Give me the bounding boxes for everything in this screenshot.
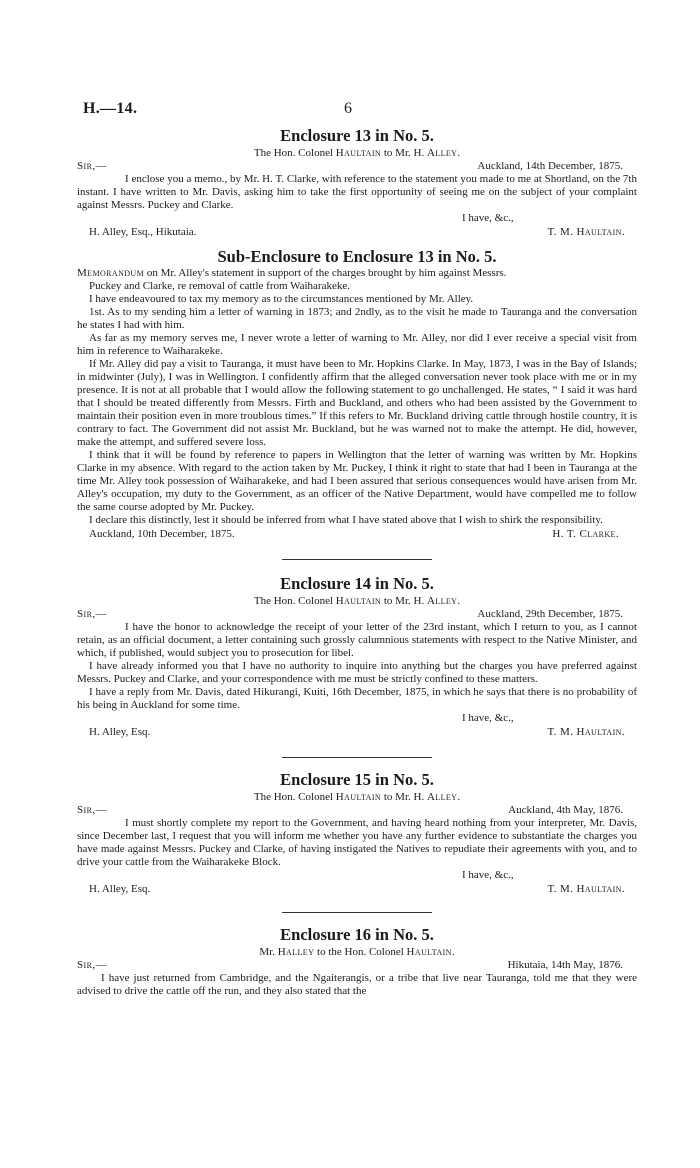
letter-body: I must shortly complete my report to the Government, and having heard nothing from your interpreter, Mr. Davis, since December last, I request that you will inform me whether you have any further evidence to substantiate the charges you have made against Messrs. Puckey and Clarke, of having instigated the Natives to repudiate their agreements with you, and to drive your cattle from the Waiharakeke Block. (77, 817, 637, 868)
salutation-row (77, 160, 637, 173)
page-number: 6 (344, 100, 352, 117)
sender-name: Halley (277, 946, 315, 958)
salutation: Sir,— (77, 959, 107, 971)
dateline: Auckland, 29th December, 1875. (477, 608, 623, 620)
sender-name: Haultain (335, 595, 382, 607)
running-head (77, 100, 637, 126)
closing-row (77, 212, 637, 225)
subhead-prefix: The Hon. Colonel (253, 791, 336, 803)
addressee: H. Alley, Esq. (89, 883, 151, 895)
salutation-row (77, 608, 637, 621)
dateline: Hikutaia, 14th May, 1876. (507, 959, 623, 971)
sender-name: Haultain (335, 791, 382, 803)
subhead-end: . (451, 946, 455, 958)
enclosure-15-subhead (77, 790, 637, 804)
memo-paragraph-1: I have endeavoured to tax my memory as to the circumstances mentioned by Mr. Alley. (89, 293, 474, 305)
letter-body: I have just returned from Cambridge, and the Ngaiterangis, or a tribe that live near Tauranga, told me that they were advised to drive the cattle off the run, and they also stated that the (77, 972, 637, 997)
memo-paragraph-6: I declare this distinctly, lest it should be inferred from what I have stated above that I wish to shirk the responsibility. (89, 514, 603, 526)
recipient-name: Alley (426, 791, 458, 803)
subhead-middle: to Mr. H. (381, 595, 427, 607)
salutation-row (77, 959, 637, 972)
sub-enclosure-13 (77, 247, 637, 541)
closing: I have, &c., (462, 869, 514, 881)
report-reference: H.—14. (83, 100, 138, 117)
salutation: Sir,— (77, 608, 107, 620)
closing-row (77, 869, 637, 882)
closing-row (77, 712, 637, 725)
enclosure-14 (77, 574, 637, 739)
document-page (77, 100, 637, 998)
memo-paragraph-3: As far as my memory serves me, I never wrote a letter of warning to Mr. Alley, nor did I ever receive a special visit from him in reference to Waiharakeke. (77, 332, 637, 357)
enclosure-13 (77, 126, 637, 239)
enclosure-16-title: Enclosure 16 in No. 5. (280, 925, 434, 944)
recipient-name: Haultain (406, 946, 452, 958)
place-date: Auckland, 10th December, 1875. (89, 528, 235, 540)
closing: I have, &c., (462, 212, 514, 224)
enclosure-15-title: Enclosure 15 in No. 5. (280, 770, 434, 789)
subhead-middle: to Mr. H. (381, 791, 427, 803)
subhead-prefix: Mr. (259, 946, 278, 958)
addressee: H. Alley, Esq., Hikutaia. (89, 226, 197, 238)
addressee: H. Alley, Esq. (89, 726, 151, 738)
memorandum-rest: on Mr. Alley's statement in support of the charges brought by him against Messrs. (144, 267, 507, 279)
subhead-end: . (457, 595, 461, 607)
memo-paragraph-2: 1st. As to my sending him a letter of warning in 1873; and 2ndly, as to the visit he made to Tauranga and the conversation he states I had with him. (77, 306, 637, 331)
letter-paragraph-1: I have the honor to acknowledge the receipt of your letter of the 23rd instant, which I return to you, as I cannot retain, as an official document, a letter containing such grossly calumnious statements with respect to the Native Minister, and which, if published, would subject you to prosecution for libel. (77, 621, 637, 659)
section-divider (282, 757, 432, 758)
signature-row (77, 882, 637, 896)
memorandum-line2: Puckey and Clarke, re removal of cattle from Waiharakeke. (89, 280, 350, 292)
sub-enclosure-title: Sub-Enclosure to Enclosure 13 in No. 5. (217, 247, 497, 266)
recipient-name: Alley (426, 595, 458, 607)
memo-paragraph-4: If Mr. Alley did pay a visit to Tauranga, it must have been to Mr. Hopkins Clarke. In May, 1873, I was in the Bay of Islands; in midwinter (July), I was in Wellington. I confidently affirm that the alleged conversation never took place with me or in my presence. It is not at all probable that I would allow the following statement to go unchallenged. He states, “ I said it was hard that I should be treated differently from Messrs. Firth and Buckland, and others who had been assisted by the Government to maintain their position even in more troublous times.” If this refers to Mr. Buckland driving cattle through hostile country, it is contrary to fact. The Government did not assist Mr. Buckland, but he was warned not to make the attempt. He did, however, make the attempt, and suffered severe loss. (77, 358, 637, 448)
subhead-end: . (457, 147, 461, 159)
closing: I have, &c., (462, 712, 514, 724)
memo-signature-row (77, 527, 637, 541)
letter-paragraph-2: I have already informed you that I have no authority to inquire into anything but the charges you have preferred against Messrs. Puckey and Clarke, and your correspondence with me must be strictly confined to these matters. (77, 660, 637, 685)
enclosure-16 (77, 925, 637, 998)
enclosure-16-subhead (77, 945, 637, 959)
enclosure-13-title: Enclosure 13 in No. 5. (280, 126, 434, 145)
dateline: Auckland, 4th May, 1876. (508, 804, 623, 816)
memorandum-word: Memorandum (77, 267, 145, 279)
letter-paragraph-3: I have a reply from Mr. Davis, dated Hikurangi, Kuiti, 16th December, 1875, in which he says that there is no probability of his being in Auckland for some time. (77, 686, 637, 711)
salutation: Sir,— (77, 804, 107, 816)
section-divider (282, 912, 432, 913)
signature-row (77, 225, 637, 239)
signature: T. M. Haultain. (547, 726, 625, 738)
enclosure-14-title: Enclosure 14 in No. 5. (280, 574, 434, 593)
signature: T. M. Haultain. (547, 883, 625, 895)
recipient-name: Alley (426, 147, 458, 159)
subhead-end: . (457, 791, 461, 803)
enclosure-13-subhead (77, 146, 637, 160)
signature: T. M. Haultain. (547, 226, 625, 238)
sender-name: Haultain (335, 147, 382, 159)
memo-paragraph-5: I think that it will be found by reference to papers in Wellington that the letter of warning was written by Mr. Hopkins Clarke in my absence. With regard to the action taken by Mr. Puckey, I think it right to state that had I been in Tauranga at the time Mr. Alley took possession of Waiharakeke, and had I been assured that serious consequences would have arisen from Mr. Alley's occupation, my duty to the Government, as an officer of the Native Department, would have compelled me to follow the same course adopted by Mr. Puckey. (77, 449, 637, 513)
salutation: Sir,— (77, 160, 107, 172)
salutation-row (77, 804, 637, 817)
subhead-prefix: The Hon. Colonel (253, 595, 336, 607)
signature: H. T. Clarke. (552, 528, 619, 540)
memorandum-heading (77, 267, 637, 293)
subhead-prefix: The Hon. Colonel (253, 147, 336, 159)
dateline: Auckland, 14th December, 1875. (477, 160, 623, 172)
subhead-middle: to Mr. H. (381, 147, 427, 159)
enclosure-14-subhead (77, 594, 637, 608)
letter-body: I enclose you a memo., by Mr. H. T. Clarke, with reference to the statement you made to me at Shortland, on the 7th instant. I have written to Mr. Davis, asking him to take the first opportunity of seeing me on the subject of your complaint against Messrs. Puckey and Clarke. (77, 173, 637, 211)
signature-row (77, 725, 637, 739)
enclosure-15 (77, 770, 637, 896)
section-divider (282, 559, 432, 560)
subhead-middle: to the Hon. Colonel (314, 946, 407, 958)
